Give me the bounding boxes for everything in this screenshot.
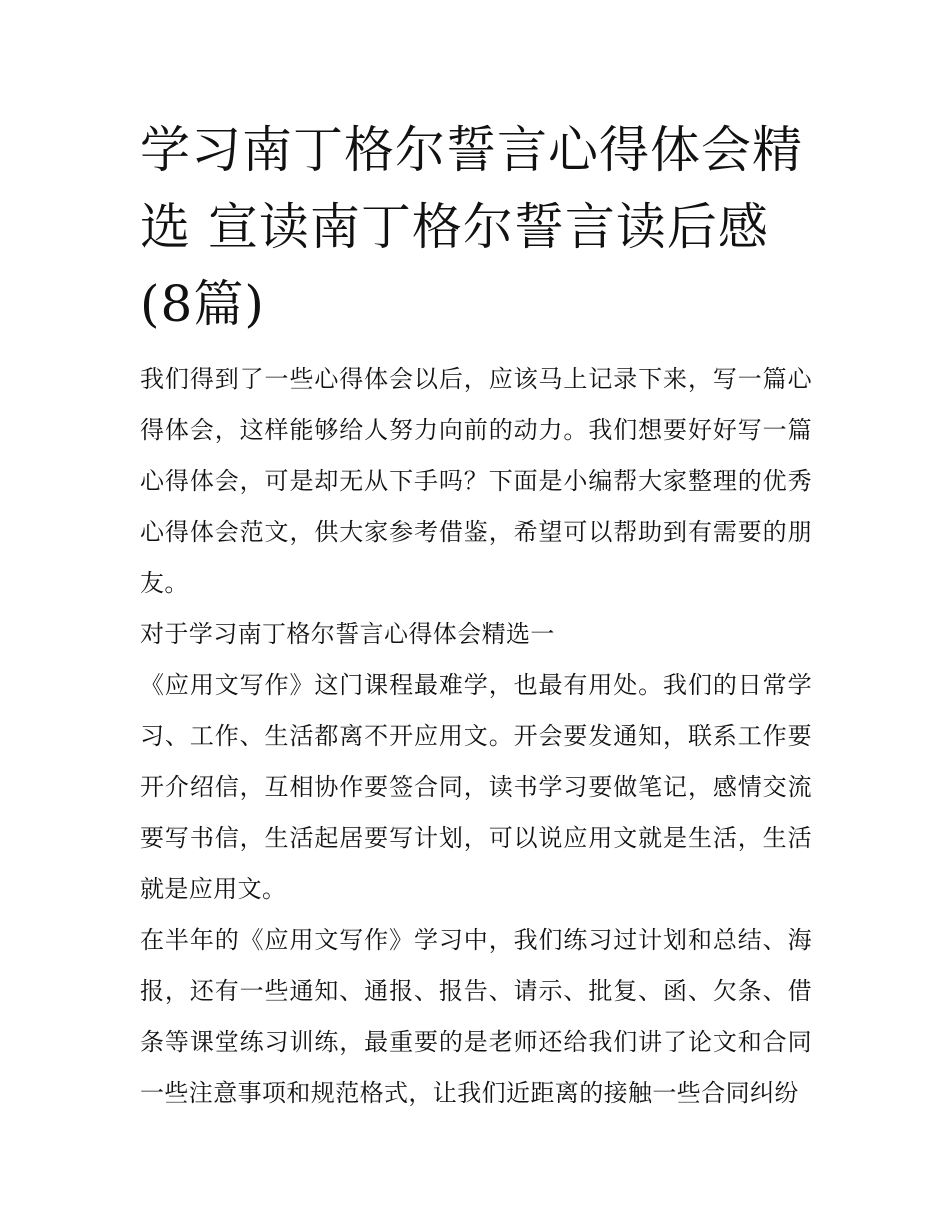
body-paragraph: 《应用文写作》这门课程最难学，也最有用处。我们的日常学习、工作、生活都离不开应用文。开会要发通知，联系工作要开介绍信，互相协作要签合同，读书学习要做笔记，感情交流要写书信，生活起居要写计划，可以说应用文就是生活，生活就是应用文。 [140,671,812,903]
document-body [140,354,812,1119]
intro-paragraph: 我们得到了一些心得体会以后，应该马上记录下来，写一篇心得体会，这样能够给人努力向前的动力。我们想要好好写一篇心得体会，可是却无从下手吗？下面是小编帮大家整理的优秀心得体会范文，供大家参考借鉴，希望可以帮助到有需要的朋友。 [140,365,812,597]
section-heading: 对于学习南丁格尔誓言心得体会精选一 [140,620,555,648]
document-title: 学习南丁格尔誓言心得体会精选 宣读南丁格尔誓言读后感(8篇) [140,121,803,333]
body-paragraph: 在半年的《应用文写作》学习中，我们练习过计划和总结、海报，还有一些通知、通报、报告、请示、批复、函、欠条、借条等课堂练习训练，最重要的是老师还给我们讲了论文和合同一些注意事项和规范格式，让我们近距离的接触一些合同纠纷 [140,926,812,1107]
